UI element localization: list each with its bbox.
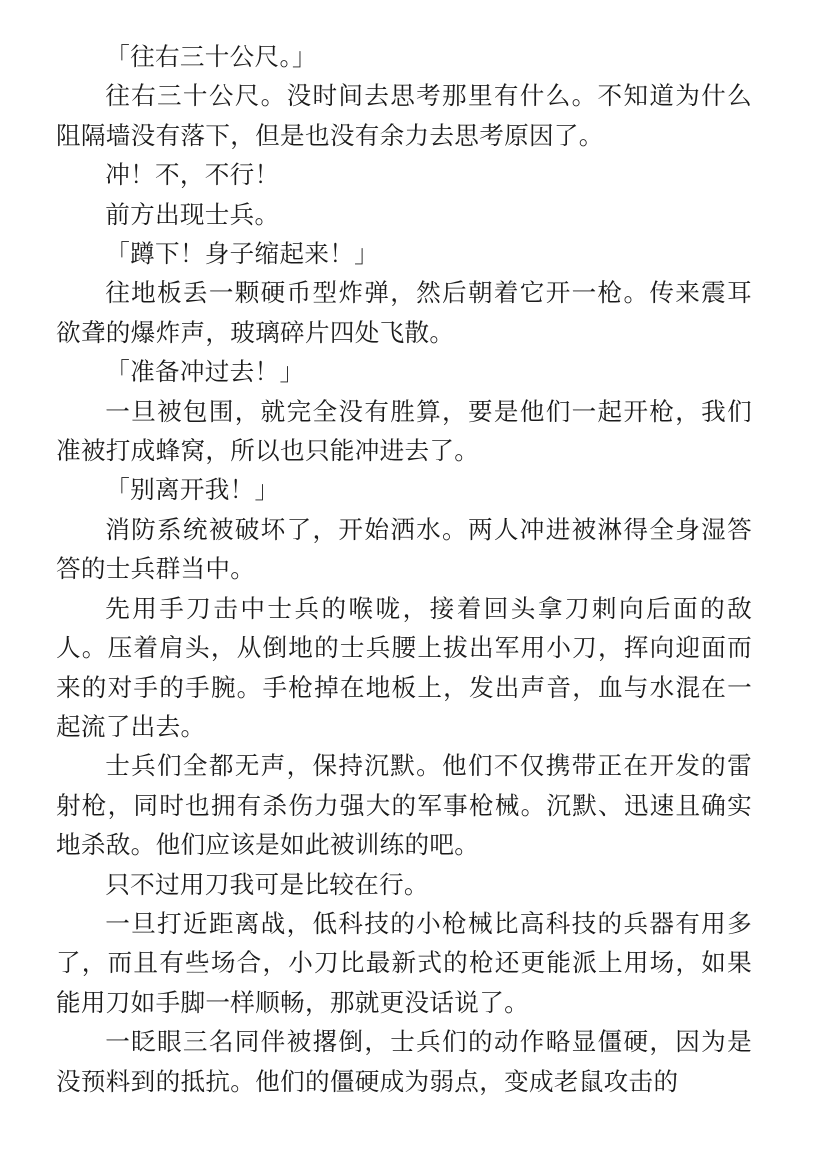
paragraph-6: 往地板丢一颗硬币型炸弹，然后朝着它开一枪。传来震耳欲聋的爆炸声，玻璃碎片四处飞散。	[56, 278, 752, 347]
paragraph-12: 士兵们全都无声，保持沉默。他们不仅携带正在开发的雷射枪，同时也拥有杀伤力强大的军事枪械。沉默、迅速且确实地杀敌。他们应该是如此被训练的吧。	[56, 751, 752, 860]
paragraph-2: 往右三十公尺。没时间去思考那里有什么。不知道为什么阻隔墙没有落下，但是也没有余力去思考原因了。	[56, 81, 752, 150]
paragraph-13: 只不过用刀我可是比较在行。	[105, 869, 429, 899]
paragraph-5: 「蹲下！身子缩起来！」	[105, 239, 380, 269]
document-page	[56, 37, 752, 1101]
paragraph-4: 前方出现士兵。	[105, 199, 280, 229]
paragraph-9: 「别离开我！」	[105, 475, 280, 505]
paragraph-11: 先用手刀击中士兵的喉咙，接着回头拿刀刺向后面的敌人。压着肩头，从倒地的士兵腰上拔出军用小刀，挥向迎面而来的对手的手腕。手枪掉在地板上，发出声音，血与水混在一起流了出去。	[56, 593, 752, 741]
paragraph-15: 一眨眼三名同伴被撂倒，士兵们的动作略显僵硬，因为是没预料到的抵抗。他们的僵硬成为弱点，变成老鼠攻击的	[56, 1027, 752, 1096]
paragraph-3: 冲！不，不行！	[105, 160, 280, 190]
paragraph-7: 「准备冲过去！」	[105, 357, 305, 387]
paragraph-1: 「往右三十公尺。」	[105, 42, 317, 71]
paragraph-10: 消防系统被破坏了，开始洒水。两人冲进被淋得全身湿答答的士兵群当中。	[56, 514, 752, 584]
paragraph-8: 一旦被包围，就完全没有胜算，要是他们一起开枪，我们准被打成蜂窝，所以也只能冲进去了。	[56, 396, 752, 466]
paragraph-14: 一旦打近距离战，低科技的小枪械比高科技的兵器有用多了，而且有些场合，小刀比最新式的枪还更能派上用场，如果能用刀如手脚一样顺畅，那就更没话说了。	[56, 908, 752, 1017]
